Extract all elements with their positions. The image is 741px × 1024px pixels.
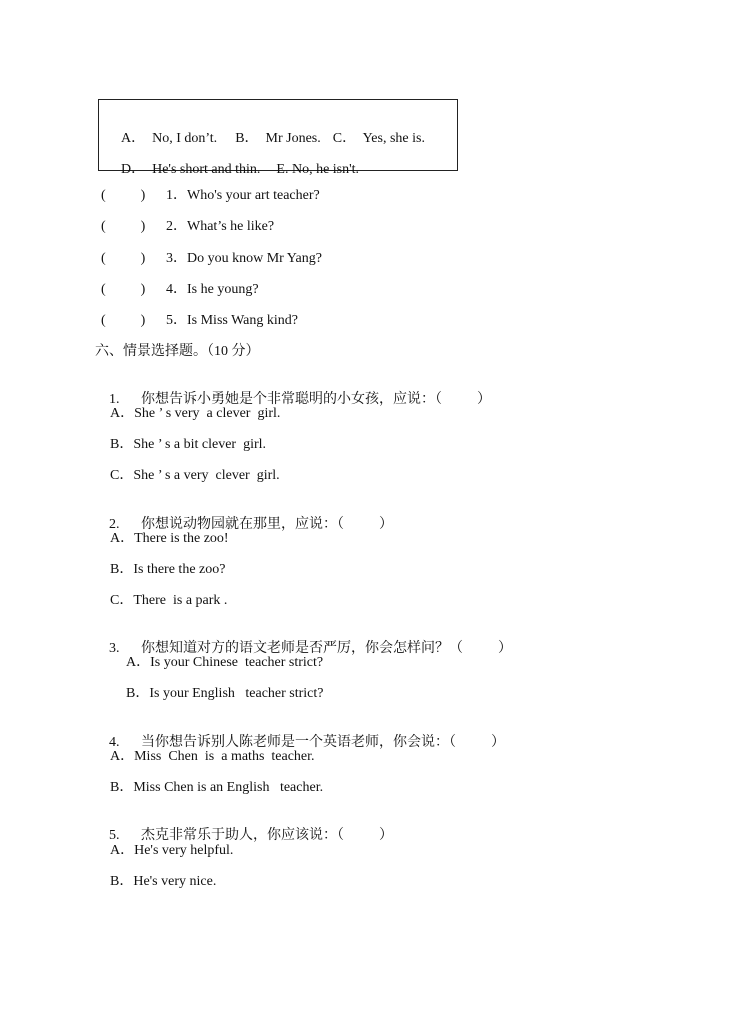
question-text: 你想告诉小勇她是个非常聪明的小女孩，应说：（ ） [141,392,491,407]
section-title: 六、情景选择题。（10 分） [95,344,260,359]
question-number: 5. [109,828,120,843]
option-line: B．He's very nice. [110,874,217,889]
question-text: 你想说动物园就在那里，应说：（ ） [141,517,393,532]
question-number: 2. [109,517,120,532]
question-text: 你想知道对方的语文老师是否严厉，你会怎样问？（ ） [141,641,512,656]
match-question-2: 2．What’s he like? [166,219,275,234]
option-line: A．Is your Chinese teacher strict? [126,655,324,670]
question-number: 4. [109,735,120,750]
option-d: D． He's short and thin. [121,162,261,177]
match-question-4: 4．Is he young? [166,282,259,297]
option-line: A．He's very helpful. [110,843,234,858]
match-question-3: 3．Do you know Mr Yang? [166,251,322,266]
match-question-5: 5．Is Miss Wang kind? [166,313,299,328]
answer-blank[interactable]: ( ) [101,188,146,203]
option-line: A．She ’ s very a clever girl. [110,406,281,421]
option-line: B．Miss Chen is an English teacher. [110,780,324,795]
option-line: A．Miss Chen is a maths teacher. [110,749,315,764]
option-line: C．She ’ s a very clever girl. [110,468,280,483]
question-text: 杰克非常乐于助人，你应该说：（ ） [141,828,393,843]
option-line: B．Is there the zoo? [110,562,226,577]
option-e: E. No, he isn't. [276,162,360,177]
question-number: 1. [109,392,120,407]
question-number: 3. [109,641,120,656]
answer-blank[interactable]: ( ) [101,219,146,234]
match-question-1: 1．Who's your art teacher? [166,188,320,203]
option-a: A． No, I don’t. [121,131,218,146]
option-line: A．There is the zoo! [110,531,229,546]
option-c: C． Yes, she is. [332,131,425,146]
option-line: C．There is a park . [110,593,228,608]
option-line: B．She ’ s a bit clever girl. [110,437,267,452]
answer-blank[interactable]: ( ) [101,251,146,266]
option-b: B． Mr Jones. [235,131,321,146]
answer-blank[interactable]: ( ) [101,282,146,297]
answer-blank[interactable]: ( ) [101,313,146,328]
option-line: B．Is your English teacher strict? [126,686,324,701]
question-text: 当你想告诉别人陈老师是一个英语老师，你会说：（ ） [141,735,505,750]
